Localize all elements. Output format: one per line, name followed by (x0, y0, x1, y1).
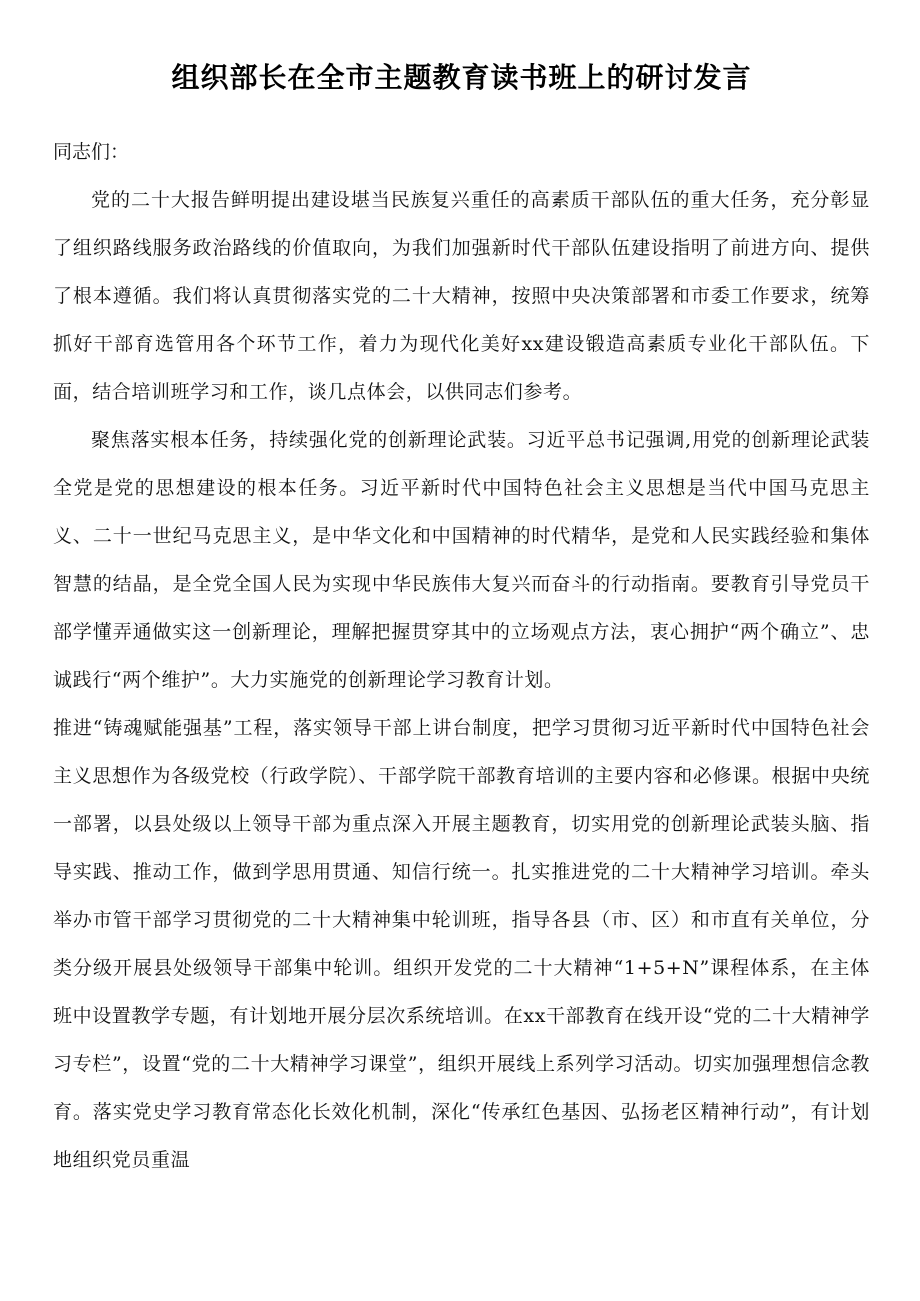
paragraph-theory: 聚焦落实根本任务，持续强化党的创新理论武装。习近平总书记强调,用党的创新理论武装全党是党的思想建设的根本任务。习近平新时代中国特色社会主义思想是当代中国马克思主义、二十一世纪马克思主义，是中华文化和中国精神的时代精华，是党和人民实践经验和集体智慧的结晶，是全党全国人民为实现中华民族伟大复兴而奋斗的行动指南。要教育引导党员干部学懂弄通做实这一创新理论，理解把握贯穿其中的立场观点方法，衷心拥护“两个确立”、忠诚践行“两个维护”。大力实施党的创新理论学习教育计划。 (53, 429, 870, 691)
document-title: 组织部长在全市主题教育读书班上的研讨发言 (171, 61, 752, 94)
salutation: 同志们： (53, 141, 130, 163)
paragraph-intro: 党的二十大报告鲜明提出建设堪当民族复兴重任的高素质干部队伍的重大任务，充分彰显了组织路线服务政治路线的价值取向，为我们加强新时代干部队伍建设指明了前进方向、提供了根本遵循。我们将认真贯彻落实党的二十大精神，按照中央决策部署和市委工作要求，统筹抓好干部育选管用各个环节工作，着力为现代化美好xx建设锻造高素质专业化干部队伍。下面，结合培训班学习和工作，谈几点体会，以供同志们参考。 (53, 189, 870, 403)
paragraph-projects: 推进“铸魂赋能强基”工程，落实领导干部上讲台制度，把学习贯彻习近平新时代中国特色社会主义思想作为各级党校（行政学院）、干部学院干部教育培训的主要内容和必修课。根据中央统一部署，以县处级以上领导干部为重点深入开展主题教育，切实用党的创新理论武装头脑、指导实践、推动工作，做到学思用贯通、知信行统一。扎实推进党的二十大精神学习培训。牵头举办市管干部学习贯彻党的二十大精神集中轮训班，指导各县（市、区）和市直有关单位，分类分级开展县处级领导干部集中轮训。组织开发党的二十大精神“1+5+N”课程体系，在主体班中设置教学专题，有计划地开展分层次系统培训。在xx干部教育在线开设“党的二十大精神学习专栏”，设置“党的二十大精神学习课堂”，组织开展线上系列学习活动。切实加强理想信念教育。落实党史学习教育常态化长效化机制，深化“传承红色基因、弘扬老区精神行动”，有计划地组织党员重温 (53, 717, 870, 1171)
